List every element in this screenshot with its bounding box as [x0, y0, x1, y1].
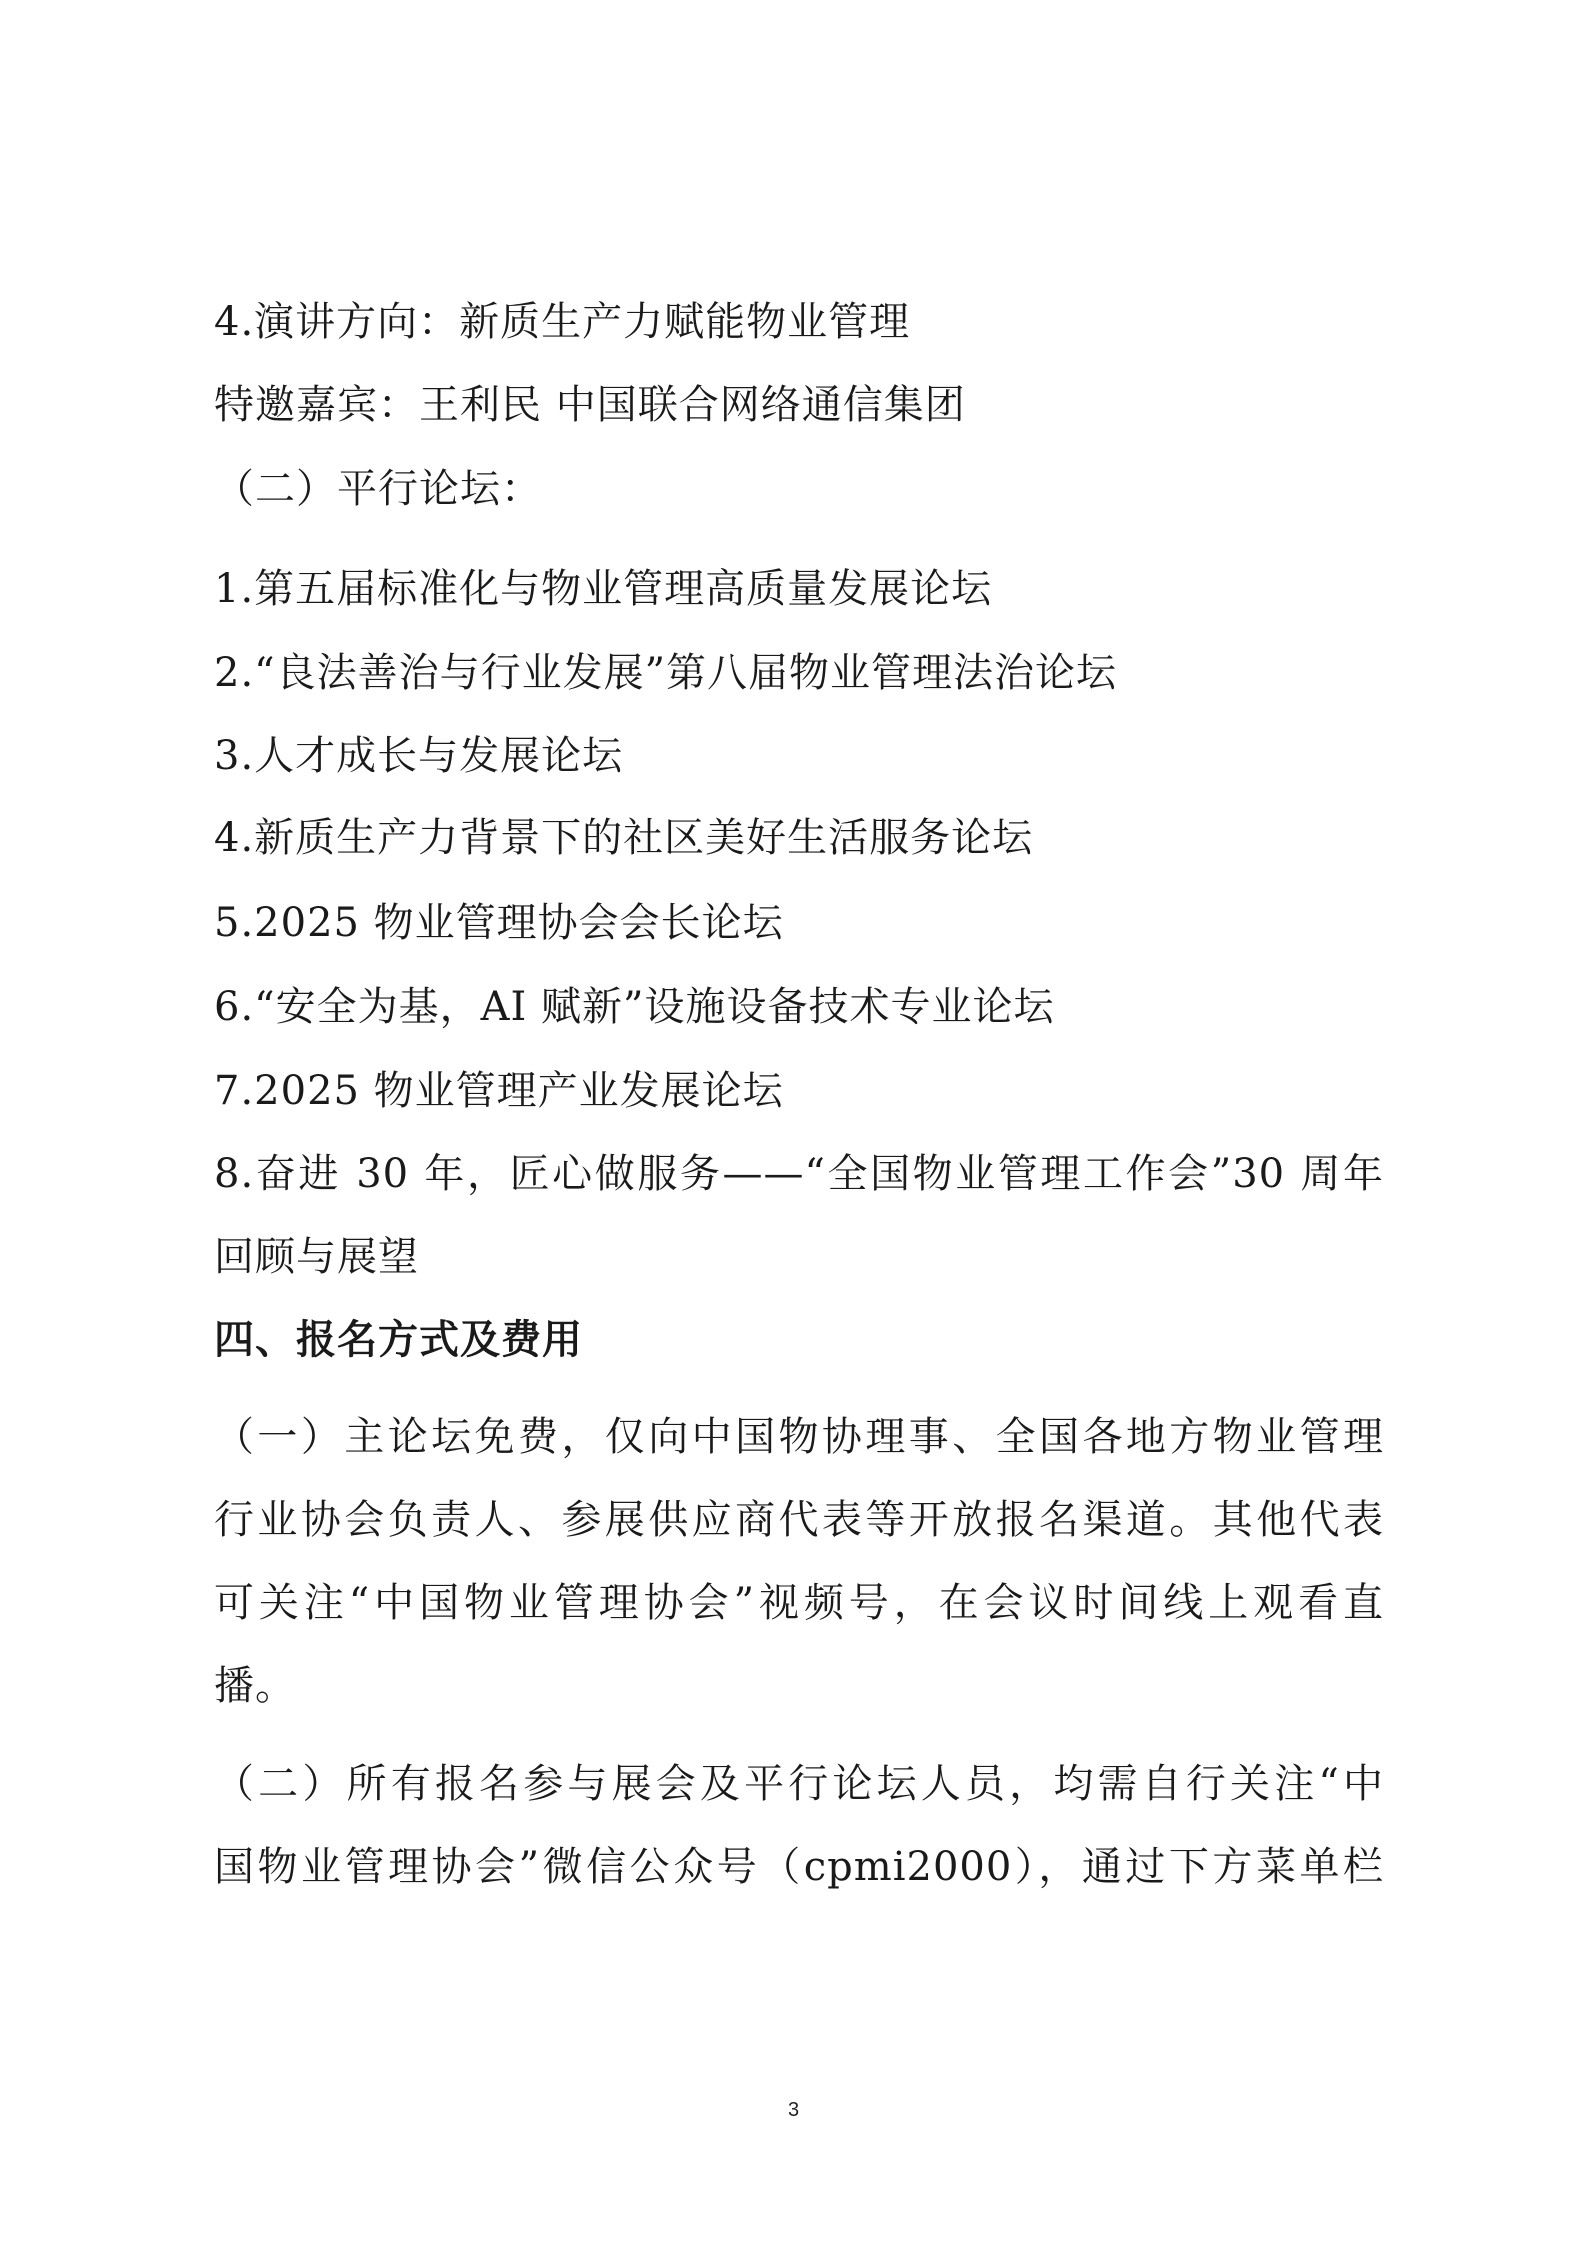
text-line: 特邀嘉宾：王利民 中国联合网络通信集团 — [214, 382, 966, 428]
text-line: 国物业管理协会”微信公众号（cpmi2000），通过下方菜单栏 — [214, 1844, 1384, 1890]
text-line: 4.演讲方向：新质生产力赋能物业管理 — [214, 299, 911, 345]
section-heading: 四、报名方式及费用 — [214, 1317, 583, 1363]
text-line: （二）所有报名参与展会及平行论坛人员，均需自行关注“中 — [214, 1761, 1384, 1807]
page-number: 3 — [787, 2099, 800, 2121]
text-line: （二）平行论坛： — [214, 466, 542, 512]
text-line: 3.人才成长与发展论坛 — [214, 733, 624, 779]
text-line: 2.“良法善治与行业发展”第八届物业管理法治论坛 — [214, 650, 1118, 696]
text-line: 5.2025 物业管理协会会长论坛 — [214, 900, 784, 946]
text-line: 1.第五届标准化与物业管理高质量发展论坛 — [214, 566, 993, 612]
text-line: 可关注“中国物业管理协会”视频号，在会议时间线上观看直 — [214, 1580, 1384, 1626]
text-line: 4.新质生产力背景下的社区美好生活服务论坛 — [214, 815, 1034, 861]
text-line: 回顾与展望 — [214, 1234, 419, 1280]
text-line: 7.2025 物业管理产业发展论坛 — [214, 1068, 784, 1114]
text-line: 6.“安全为基，AI 赋新”设施设备技术专业论坛 — [214, 984, 1055, 1030]
text-line: 行业协会负责人、参展供应商代表等开放报名渠道。其他代表 — [214, 1497, 1384, 1543]
text-line: 8.奋进 30 年，匠心做服务——“全国物业管理工作会”30 周年 — [214, 1151, 1384, 1197]
text-line: 播。 — [214, 1663, 296, 1709]
text-line: （一）主论坛免费，仅向中国物协理事、全国各地方物业管理 — [214, 1414, 1384, 1460]
